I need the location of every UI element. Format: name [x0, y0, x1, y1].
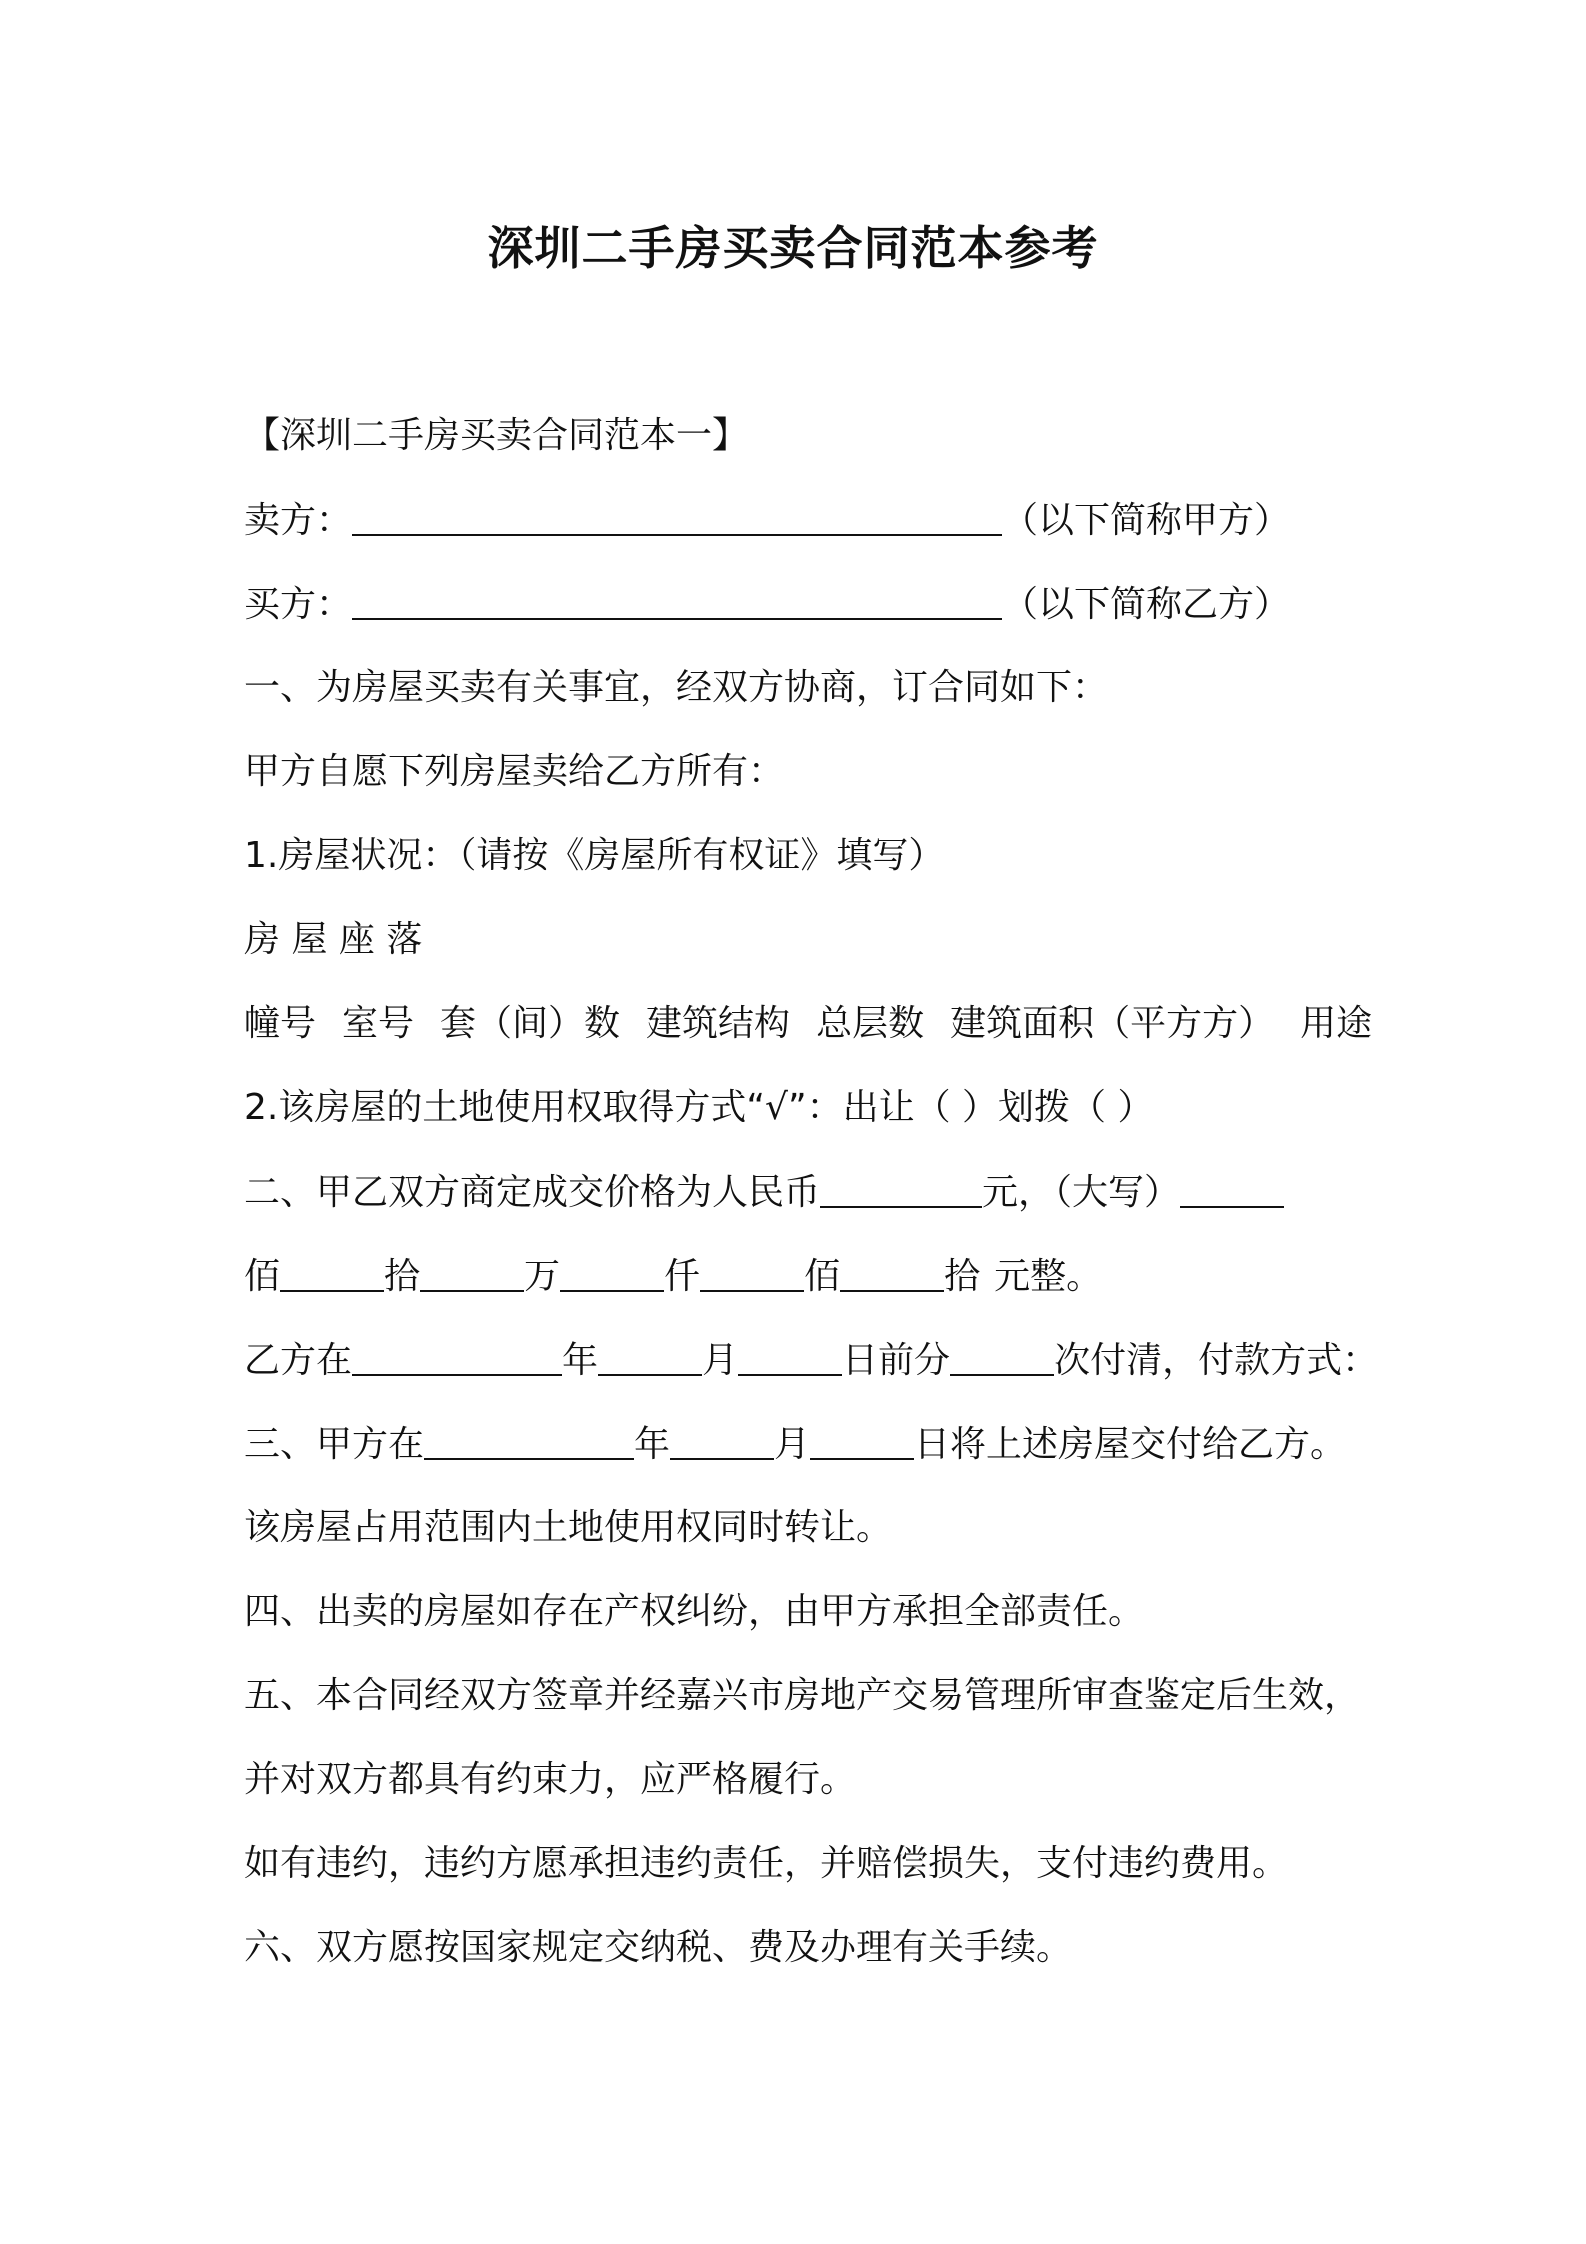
column-room-no: 室号	[342, 1003, 415, 1044]
clause-6: 六、双方愿按国家规定交纳税、费及办理有关手续。	[244, 1927, 1073, 1968]
payment-line	[244, 1338, 1378, 1382]
column-floors: 总层数	[816, 1003, 925, 1044]
payment-month: 月	[702, 1340, 739, 1381]
payment-year-field	[352, 1338, 562, 1376]
delivery-line	[244, 1422, 1346, 1466]
payment-times-field	[950, 1338, 1054, 1376]
price-amount-field	[820, 1170, 982, 1208]
unit-shi-2: 拾	[944, 1256, 981, 1297]
clause-1-sub: 甲方自愿下列房屋卖给乙方所有：	[244, 751, 785, 792]
unit-qian: 仟	[664, 1256, 701, 1297]
clause-1-intro: 一、为房屋买卖有关事宜，经双方协商，订合同如下：	[244, 667, 1109, 708]
payment-year: 年	[562, 1340, 599, 1381]
clause-4: 四、出卖的房屋如存在产权纠纷，由甲方承担全部责任。	[244, 1591, 1145, 1632]
property-columns	[244, 1002, 1372, 1046]
unit-shi-1: 拾	[384, 1256, 421, 1297]
column-area: 建筑面积（平方方）	[950, 1003, 1275, 1044]
delivery-month-field	[670, 1422, 774, 1460]
seller-label: 卖方：	[244, 500, 353, 541]
price-line	[244, 1170, 1284, 1214]
buyer-label: 买方：	[244, 584, 353, 625]
section-heading: 【深圳二手房买卖合同范本一】	[244, 415, 749, 456]
seller-line	[244, 498, 1290, 542]
price-capital-line	[244, 1254, 1102, 1298]
column-usage: 用途	[1300, 1003, 1373, 1044]
column-structure: 建筑结构	[646, 1003, 791, 1044]
unit-wan: 万	[524, 1256, 561, 1297]
payment-month-field	[598, 1338, 702, 1376]
column-building-no: 幢号	[244, 1003, 317, 1044]
breach-clause: 如有违约，违约方愿承担违约责任，并赔偿损失，支付违约费用。	[244, 1843, 1289, 1884]
delivery-year: 年	[634, 1424, 671, 1465]
unit-bai-2: 佰	[804, 1256, 841, 1297]
buyer-suffix: （以下简称乙方）	[1002, 584, 1291, 625]
item-2-land-use: 2.该房屋的土地使用权取得方式“√”：出让（ ）划拨（ ）	[244, 1087, 1154, 1128]
payment-prefix: 乙方在	[244, 1340, 353, 1381]
payment-suffix: 次付清，付款方式：	[1054, 1340, 1379, 1381]
payment-day-before: 日前分	[842, 1340, 951, 1381]
delivery-suffix: 日将上述房屋交付给乙方。	[914, 1424, 1347, 1465]
clause-5-line-2: 并对双方都具有约束力，应严格履行。	[244, 1759, 857, 1800]
delivery-month: 月	[774, 1424, 811, 1465]
page-title: 深圳二手房买卖合同范本参考	[487, 221, 1099, 275]
price-prefix: 二、甲乙双方商定成交价格为人民币	[244, 1172, 821, 1213]
buyer-name-field	[352, 582, 1002, 620]
house-location-label: 房 屋 座 落	[244, 919, 423, 960]
delivery-prefix: 三、甲方在	[244, 1424, 425, 1465]
unit-yuan-zheng: 元整。	[994, 1256, 1103, 1297]
seller-suffix: （以下简称甲方）	[1002, 500, 1291, 541]
clause-5-line-1: 五、本合同经双方签章并经嘉兴市房地产交易管理所审查鉴定后生效，	[244, 1675, 1361, 1716]
payment-day-field	[738, 1338, 842, 1376]
price-capital-field	[1180, 1170, 1284, 1208]
price-yuan: 元，（大写）	[982, 1172, 1181, 1213]
column-room-count: 套（间）数	[440, 1003, 621, 1044]
seller-name-field	[352, 498, 1002, 536]
unit-bai-1: 佰	[244, 1256, 281, 1297]
delivery-year-field	[424, 1422, 634, 1460]
land-transfer: 该房屋占用范围内土地使用权同时转让。	[244, 1507, 893, 1548]
delivery-day-field	[810, 1422, 914, 1460]
buyer-line	[244, 582, 1290, 626]
item-1-house-status: 1.房屋状况：（请按《房屋所有权证》填写）	[244, 835, 945, 876]
